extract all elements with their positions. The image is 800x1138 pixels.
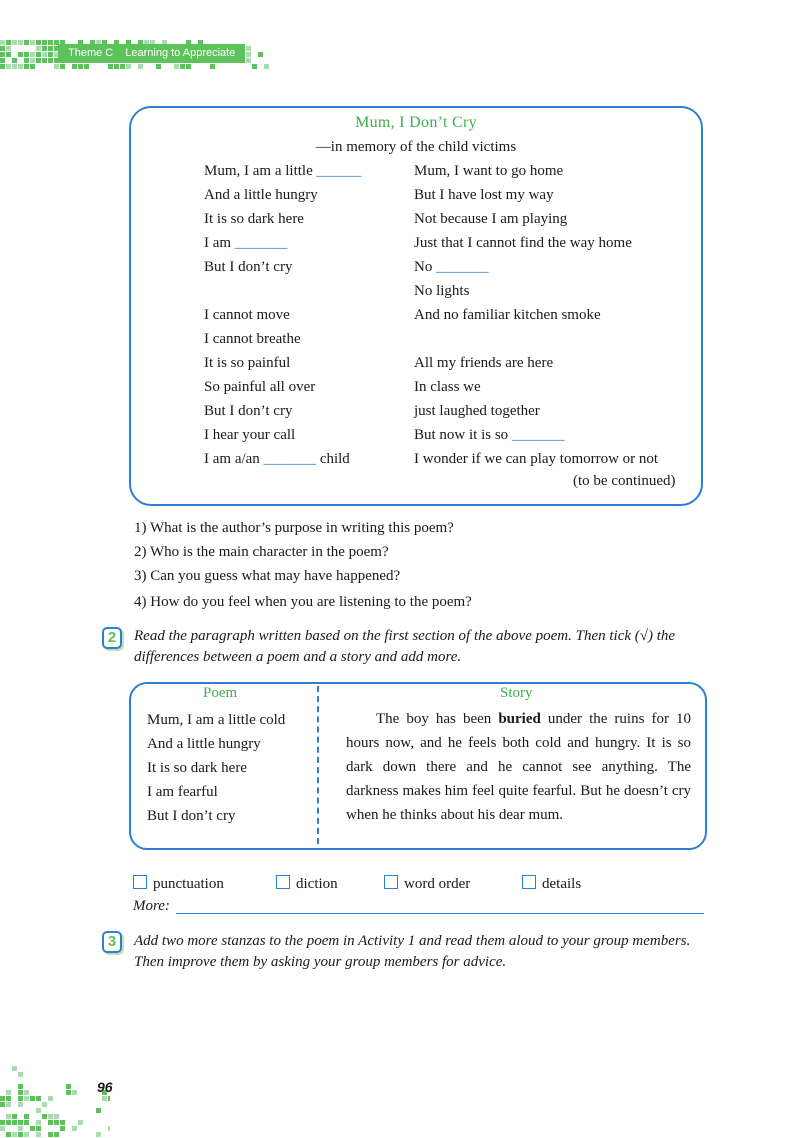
story-heading: Story xyxy=(500,685,533,701)
pixel-square xyxy=(138,64,143,69)
poem-right-line xyxy=(414,425,564,445)
line-text: In class we xyxy=(414,379,481,395)
pixel-square xyxy=(12,64,17,69)
pixel-square xyxy=(36,1120,41,1125)
poem-left-line xyxy=(204,377,315,397)
pixel-square xyxy=(48,1096,53,1101)
pixel-square xyxy=(6,40,11,45)
checkbox-label: punctuation xyxy=(153,876,224,892)
pixel-square xyxy=(108,64,113,69)
poem-sample-line: It is so dark here xyxy=(147,760,247,776)
pixel-square xyxy=(6,1120,11,1125)
question-1: 1) What is the author’s purpose in writing this poem? xyxy=(134,520,454,536)
poem-right-line xyxy=(414,353,553,373)
to-be-continued: (to be continued) xyxy=(573,473,676,489)
checkbox-label: diction xyxy=(296,876,338,892)
pixel-square xyxy=(96,1132,101,1137)
pixel-square xyxy=(78,1120,83,1125)
checkbox-square[interactable] xyxy=(384,875,398,889)
pixel-square xyxy=(42,58,47,63)
pixel-square xyxy=(156,64,161,69)
story-text-before: The boy has been xyxy=(376,711,499,727)
checkbox-word-order[interactable] xyxy=(384,875,470,893)
pixel-square xyxy=(108,1096,110,1101)
line-text: Mum, I want to go home xyxy=(414,163,564,179)
line-text: Just that I cannot find the way home xyxy=(414,235,632,251)
footer-pixel-decoration xyxy=(0,1060,110,1138)
poem-right-line xyxy=(414,233,632,253)
pixel-square xyxy=(12,1132,17,1137)
line-text: I cannot move xyxy=(204,307,290,323)
poem-left-line xyxy=(204,233,287,253)
line-text: And a little hungry xyxy=(204,187,318,203)
line-text: No xyxy=(414,259,437,275)
line-text: Not because I am playing xyxy=(414,211,568,227)
line-text: I am a/an xyxy=(204,451,264,467)
pixel-square xyxy=(48,1120,53,1125)
pixel-square xyxy=(6,1132,11,1137)
poem-left-line xyxy=(204,425,295,445)
activity-2-instruction: Read the paragraph written based on the first section of the above poem. Then tick (√) the differences between a poem and a story and add more. xyxy=(134,628,676,665)
pixel-square xyxy=(210,64,215,69)
pixel-square xyxy=(0,1096,5,1101)
pixel-square xyxy=(18,1102,23,1107)
poem-title: Mum, I Don’t Cry xyxy=(355,114,477,131)
poem-right-line xyxy=(414,161,563,181)
pixel-square xyxy=(54,64,59,69)
pixel-square xyxy=(66,1084,71,1089)
pixel-square xyxy=(24,58,29,63)
pixel-square xyxy=(48,52,53,57)
line-text: No lights xyxy=(414,283,470,299)
pixel-square xyxy=(36,1108,41,1113)
poem-heading: Poem xyxy=(203,685,238,701)
pixel-square xyxy=(246,46,251,51)
line-text: just laughed together xyxy=(414,403,540,419)
pixel-square xyxy=(48,46,53,51)
fill-in-blank[interactable]: ______ xyxy=(316,163,362,179)
pixel-square xyxy=(36,1132,41,1137)
pixel-square xyxy=(18,1126,23,1131)
checkbox-label: details xyxy=(542,876,582,892)
pixel-square xyxy=(180,64,185,69)
pixel-square xyxy=(36,1096,41,1101)
poem-left-line xyxy=(204,449,350,469)
pixel-square xyxy=(72,1090,77,1095)
pixel-square xyxy=(30,1126,35,1131)
story-bold-word: buried xyxy=(498,711,541,727)
fill-in-blank[interactable]: _______ xyxy=(511,427,565,443)
pixel-square xyxy=(12,1066,17,1071)
poem-sample-line: And a little hungry xyxy=(147,736,261,752)
pixel-square xyxy=(246,52,251,57)
pixel-square xyxy=(252,64,257,69)
pixel-square xyxy=(72,64,77,69)
pixel-square xyxy=(96,1108,101,1113)
activity-3-instruction: Add two more stanzas to the poem in Activity 1 and read them aloud to your group members. Then improve them by asking your group members for advice. xyxy=(134,933,691,970)
line-text: And no familiar kitchen smoke xyxy=(414,307,601,323)
pixel-square xyxy=(186,64,191,69)
poem-left-line xyxy=(204,305,290,325)
pixel-square xyxy=(36,40,41,45)
line-text: But I don’t cry xyxy=(204,403,293,419)
pixel-square xyxy=(18,1096,23,1101)
pixel-square xyxy=(36,1126,41,1131)
line-text-after: child xyxy=(316,451,350,467)
pixel-square xyxy=(0,1102,5,1107)
question-3: 3) Can you guess what may have happened? xyxy=(134,568,401,584)
pixel-square xyxy=(18,52,23,57)
pixel-square xyxy=(42,1102,47,1107)
theme-header xyxy=(58,44,245,63)
activity-3-badge: 3 xyxy=(102,931,122,953)
pixel-square xyxy=(60,1126,65,1131)
poem-right-line xyxy=(414,377,481,397)
fill-in-blank[interactable]: _______ xyxy=(234,235,288,251)
pixel-square xyxy=(48,1132,53,1137)
line-text: I cannot breathe xyxy=(204,331,301,347)
pixel-square xyxy=(120,64,125,69)
fill-in-blank[interactable]: _______ xyxy=(263,451,317,467)
poem-left-line xyxy=(204,209,304,229)
pixel-square xyxy=(24,40,29,45)
checkbox-square[interactable] xyxy=(522,875,536,889)
pixel-square xyxy=(0,46,5,51)
pixel-square xyxy=(102,1096,107,1101)
pixel-square xyxy=(30,52,35,57)
pixel-square xyxy=(0,58,5,63)
checkbox-diction[interactable] xyxy=(276,875,338,893)
checkbox-square[interactable] xyxy=(276,875,290,889)
pixel-square xyxy=(42,1114,47,1119)
pixel-square xyxy=(126,64,131,69)
pixel-square xyxy=(24,1120,29,1125)
checkbox-square[interactable] xyxy=(133,875,147,889)
pixel-square xyxy=(246,58,251,63)
pixel-square xyxy=(24,1090,29,1095)
more-answer-line[interactable] xyxy=(176,913,704,914)
line-text: It is so dark here xyxy=(204,211,304,227)
checkbox-punctuation[interactable] xyxy=(133,875,224,893)
poem-left-line xyxy=(204,185,318,205)
pixel-square xyxy=(6,1102,11,1107)
pixel-square xyxy=(6,64,11,69)
pixel-square xyxy=(48,58,53,63)
pixel-square xyxy=(60,64,65,69)
poem-right-line xyxy=(414,449,658,469)
pixel-square xyxy=(36,58,41,63)
line-text: I am xyxy=(204,235,235,251)
pixel-square xyxy=(0,1120,5,1125)
pixel-square xyxy=(48,1114,53,1119)
pixel-square xyxy=(18,40,23,45)
question-4: 4) How do you feel when you are listening to the poem? xyxy=(134,594,472,610)
theme-label: Theme C xyxy=(68,47,114,59)
poem-right-line xyxy=(414,305,601,325)
line-text: I hear your call xyxy=(204,427,296,443)
pixel-square xyxy=(42,52,47,57)
pixel-square xyxy=(18,1084,23,1089)
more-label: More: xyxy=(133,898,170,914)
pixel-square xyxy=(6,1090,11,1095)
line-text: But I don’t cry xyxy=(204,259,293,275)
pixel-square xyxy=(258,52,263,57)
pixel-square xyxy=(18,64,23,69)
fill-in-blank[interactable]: _______ xyxy=(436,259,489,275)
checkbox-details[interactable] xyxy=(522,875,581,893)
pixel-square xyxy=(54,1132,59,1137)
poem-right-line xyxy=(414,281,469,301)
comparison-divider xyxy=(317,686,319,844)
pixel-square xyxy=(84,64,89,69)
activity-2-badge: 2 xyxy=(102,627,122,649)
line-text: But I have lost my way xyxy=(414,187,554,203)
pixel-square xyxy=(30,64,35,69)
pixel-square xyxy=(18,1072,23,1077)
pixel-square xyxy=(264,64,269,69)
poem-left-line xyxy=(204,401,292,421)
checkbox-label: word order xyxy=(404,876,471,892)
pixel-square xyxy=(6,1096,11,1101)
pixel-square xyxy=(18,1090,23,1095)
line-text: So painful all over xyxy=(204,379,316,395)
pixel-square xyxy=(36,52,41,57)
pixel-square xyxy=(24,64,29,69)
pixel-square xyxy=(6,1114,11,1119)
pixel-square xyxy=(78,64,83,69)
pixel-square xyxy=(42,40,47,45)
pixel-square xyxy=(174,64,179,69)
pixel-square xyxy=(12,1120,17,1125)
poem-right-line xyxy=(414,209,567,229)
poem-sample-line: I am fearful xyxy=(147,784,218,800)
poem-right-line xyxy=(414,257,489,277)
pixel-square xyxy=(114,64,119,69)
pixel-square xyxy=(66,1090,71,1095)
line-text: Mum, I am a little xyxy=(204,163,317,179)
pixel-square xyxy=(24,1114,29,1119)
poem-left-line xyxy=(204,329,301,349)
pixel-square xyxy=(36,46,41,51)
pixel-square xyxy=(6,46,11,51)
pixel-square xyxy=(108,1126,110,1131)
pixel-square xyxy=(72,1126,77,1131)
pixel-square xyxy=(0,40,5,45)
pixel-square xyxy=(12,58,17,63)
pixel-square xyxy=(30,58,35,63)
pixel-square xyxy=(18,1132,23,1137)
poem-left-line xyxy=(204,161,361,181)
poem-right-line xyxy=(414,401,540,421)
pixel-square xyxy=(24,1132,29,1137)
pixel-square xyxy=(12,1114,17,1119)
pixel-square xyxy=(24,1096,29,1101)
pixel-square xyxy=(12,40,17,45)
poem-subtitle: —in memory of the child victims xyxy=(315,139,517,155)
poem-sample-line: But I don’t cry xyxy=(147,808,236,824)
pixel-square xyxy=(54,1120,59,1125)
pixel-square xyxy=(54,1114,59,1119)
page-number: 96 xyxy=(97,1079,113,1095)
pixel-square xyxy=(0,52,5,57)
pixel-square xyxy=(48,40,53,45)
pixel-square xyxy=(18,1120,23,1125)
pixel-square xyxy=(30,40,35,45)
pixel-square xyxy=(30,1096,35,1101)
story-paragraph xyxy=(346,707,691,827)
line-text: I wonder if we can play tomorrow or not xyxy=(414,451,659,467)
line-text: All my friends are here xyxy=(414,355,554,371)
story-text-after: under the ruins for 10 hours now, and he feels both cold and hungry. It is so dark down there and he cannot see anything. The darkness makes him feel quite fearful. But he doesn’t cry when he thinks about his dear mum. xyxy=(346,711,692,823)
line-text: It is so painful xyxy=(204,355,291,371)
pixel-square xyxy=(0,64,5,69)
pixel-square xyxy=(42,46,47,51)
pixel-square xyxy=(0,1126,5,1131)
poem-left-line xyxy=(204,353,290,373)
pixel-square xyxy=(6,52,11,57)
line-text: But now it is so xyxy=(414,427,512,443)
pixel-square xyxy=(24,52,29,57)
question-2: 2) Who is the main character in the poem? xyxy=(134,544,389,560)
poem-sample-line: Mum, I am a little cold xyxy=(147,712,286,728)
pixel-square xyxy=(60,1120,65,1125)
poem-left-line xyxy=(204,257,292,277)
poem-right-line xyxy=(414,185,554,205)
theme-title: Learning to Appreciate xyxy=(125,47,236,59)
